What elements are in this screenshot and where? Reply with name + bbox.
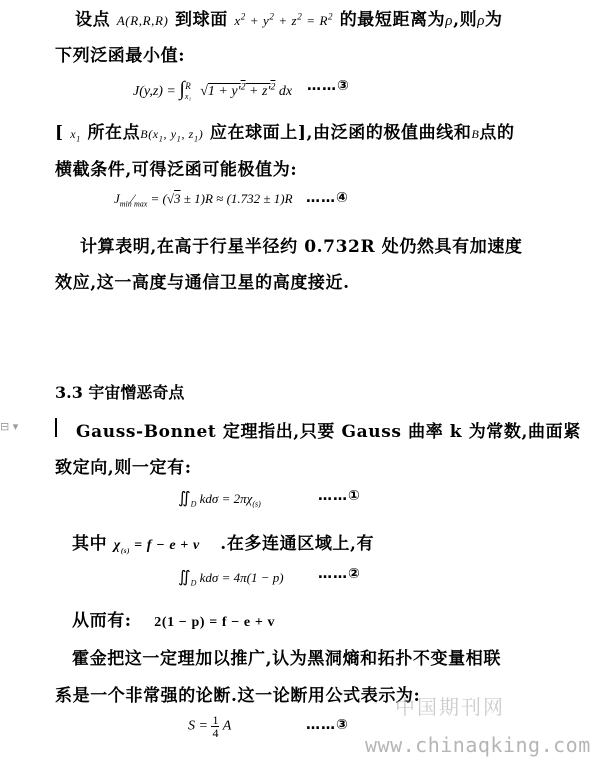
- paragraph-line-5: 计算表明,在高于行星半径约 0.732R 处仍然具有加速度: [80, 237, 523, 257]
- equation-2: $∬_D$ kdσ = 4π(1 − p): [178, 569, 284, 588]
- text-therefore: 从而有:: [72, 611, 132, 631]
- paragraph-line-12: 系是一个非常强的论断.这一论断用公式表示为:: [55, 686, 421, 706]
- watermark-url: www.chinaqking.com: [365, 733, 591, 757]
- math-point-b: $B(x_1$, $y_1$, $z_1$): [140, 127, 204, 144]
- text-then: ,则: [453, 10, 478, 30]
- bracket-open: [: [55, 123, 64, 143]
- paragraph-line: [75, 5, 503, 30]
- paragraph-line-2: 下列泛函最小值:: [55, 46, 186, 66]
- paragraph-line-8: 致定向,则一定有:: [55, 458, 192, 478]
- math-b: B: [471, 127, 480, 141]
- equation-number-3b: ……③: [306, 717, 349, 733]
- equation-number-2: ……②: [318, 566, 361, 582]
- math-sphere: $x^2 + y^2 + z^2 = R^2$: [234, 11, 334, 28]
- watermark-cn: 中国期刊网: [395, 695, 505, 719]
- text-prefix: 设点: [75, 10, 111, 30]
- paragraph-line-7: Gauss-Bonnet 定理指出,只要 Gauss 曲率 k 为常数,曲面紧: [76, 422, 581, 442]
- math-relation: 2(1 − p) = f − e + v: [154, 615, 276, 630]
- text-multiconnected: .在多连通区域上,有: [220, 534, 375, 554]
- equation-1: $∬_D$ $kd\sigma = 2\pi\chi_{(s)}$: [178, 490, 261, 509]
- section-heading: 3.3 宇宙憎恶奇点: [55, 383, 185, 402]
- equation-number-4: ……④: [306, 190, 349, 206]
- math-point-a: A(R,R,R): [116, 13, 169, 28]
- equation-4: $J_{min}⁄_{max} = (√3 \pm 1)R \approx (1.732 \pm 1)R$: [114, 191, 293, 209]
- equation-number-1: ……①: [318, 488, 361, 504]
- text-cursor: [55, 418, 57, 437]
- paragraph-line-3: [55, 118, 515, 143]
- paragraph-line-11: 霍金把这一定理加以推广,认为黑洞熵和拓扑不变量相联: [72, 649, 501, 669]
- math-x1: $x_1$: [70, 127, 81, 144]
- paragraph-line-4: 横截条件,可得泛函可能极值为:: [55, 160, 298, 180]
- text-rest: 的最短距离为: [339, 10, 446, 30]
- text-point: 点的: [479, 123, 515, 143]
- text-on-sphere: 应在球面上],由泛函的极值曲线和: [209, 123, 472, 143]
- equation-3a: $J(y,z) = \int_{x_1}^R$ $√1 + y'^2 + z'^2$ dx: [133, 78, 293, 101]
- equation-3b: S = $\frac{1}{4}$ A: [188, 713, 232, 740]
- equation-number-3: ……③: [307, 78, 350, 94]
- math-rho-2: ρ: [477, 13, 486, 29]
- text-mid: 到球面: [175, 10, 228, 30]
- math-rho: ρ: [445, 13, 454, 29]
- math-euler: $\chi_{(s)} = f - e + v$: [113, 538, 200, 555]
- text-wherein: 其中: [72, 534, 108, 554]
- text-located: 所在点: [87, 123, 141, 143]
- paragraph-line-6: 效应,这一高度与通信卫星的高度接近.: [55, 273, 350, 293]
- caret-down-icon[interactable]: ⊟ ▾: [0, 420, 19, 433]
- text-as: 为: [485, 10, 503, 30]
- paragraph-line-10: [72, 606, 275, 631]
- paragraph-line-9: [72, 529, 374, 555]
